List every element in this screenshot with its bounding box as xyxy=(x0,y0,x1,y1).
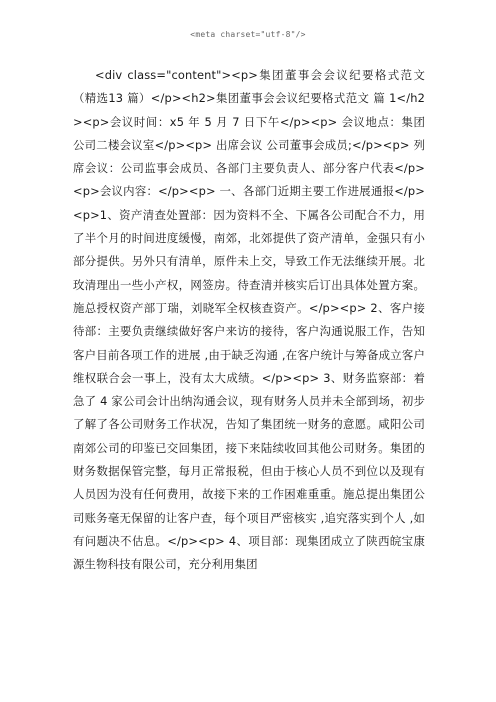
meta-charset-line: <meta charset="utf-8"/> xyxy=(190,30,306,39)
document-body-text: <div class="content"><p>集团董事会会议纪要格式范文（精选13 篇）</p><h2>集团董事会会议纪要格式范文 篇 1</h2><p>会议时间：x5 年 5 月 7 日下午</p><p> 会议地点：集团公司二楼会议室</p><p> 出席会议 公司董事会成员;</p><p> 列席会议：公司监事会成员、各部门主要负责人、部分客户代表</p><p>会议内容：</p><p> 一、各部门近期主要工作进展通报</p><p>1、资产清查处置部：因为资料不全、下属各公司配合不力，用了半个月的时间进度缓慢，南郊，北郊提供了资产清单，金强只有小部分提供。另外只有清单，原件未上交，导致工作无法继续开展。北玫清理出一些小产权，网签房。待查清并核实后订出具体处置方案。施总授权资产部丁瑞，刘晓军全权核查资产。</p><p> 2、客户接待部：主要负责继续做好客户来访的接待，客户沟通说服工作，告知客户目前各项工作的进展 ,由于缺乏沟通 ,在客户统计与筹备成立客户维权联合会一事上，没有太大成绩。</p><p> 3、财务监察部：着急了 4 家公司会计出纳沟通会议，现有财务人员并未全部到场，初步了解了各公司财务工作状况，告知了集团统一财务的意愿。咸阳公司南郊公司的印鉴已交回集团，接下来陆续收回其他公司财务。集团的财务数据保管完整，每月正常报税，但由于核心人员不到位以及现有人员因为没有任何费用，故接下来的工作困难重重。施总提出集团公司账务毫无保留的让客户查，每个项目严密核实 ,追究落实到个人 ,如有问题决不估息。</p><p> 4、项目部：现集团成立了陕西皖宝康源生物科技有限公司，充分利用集团 xyxy=(73,68,425,572)
